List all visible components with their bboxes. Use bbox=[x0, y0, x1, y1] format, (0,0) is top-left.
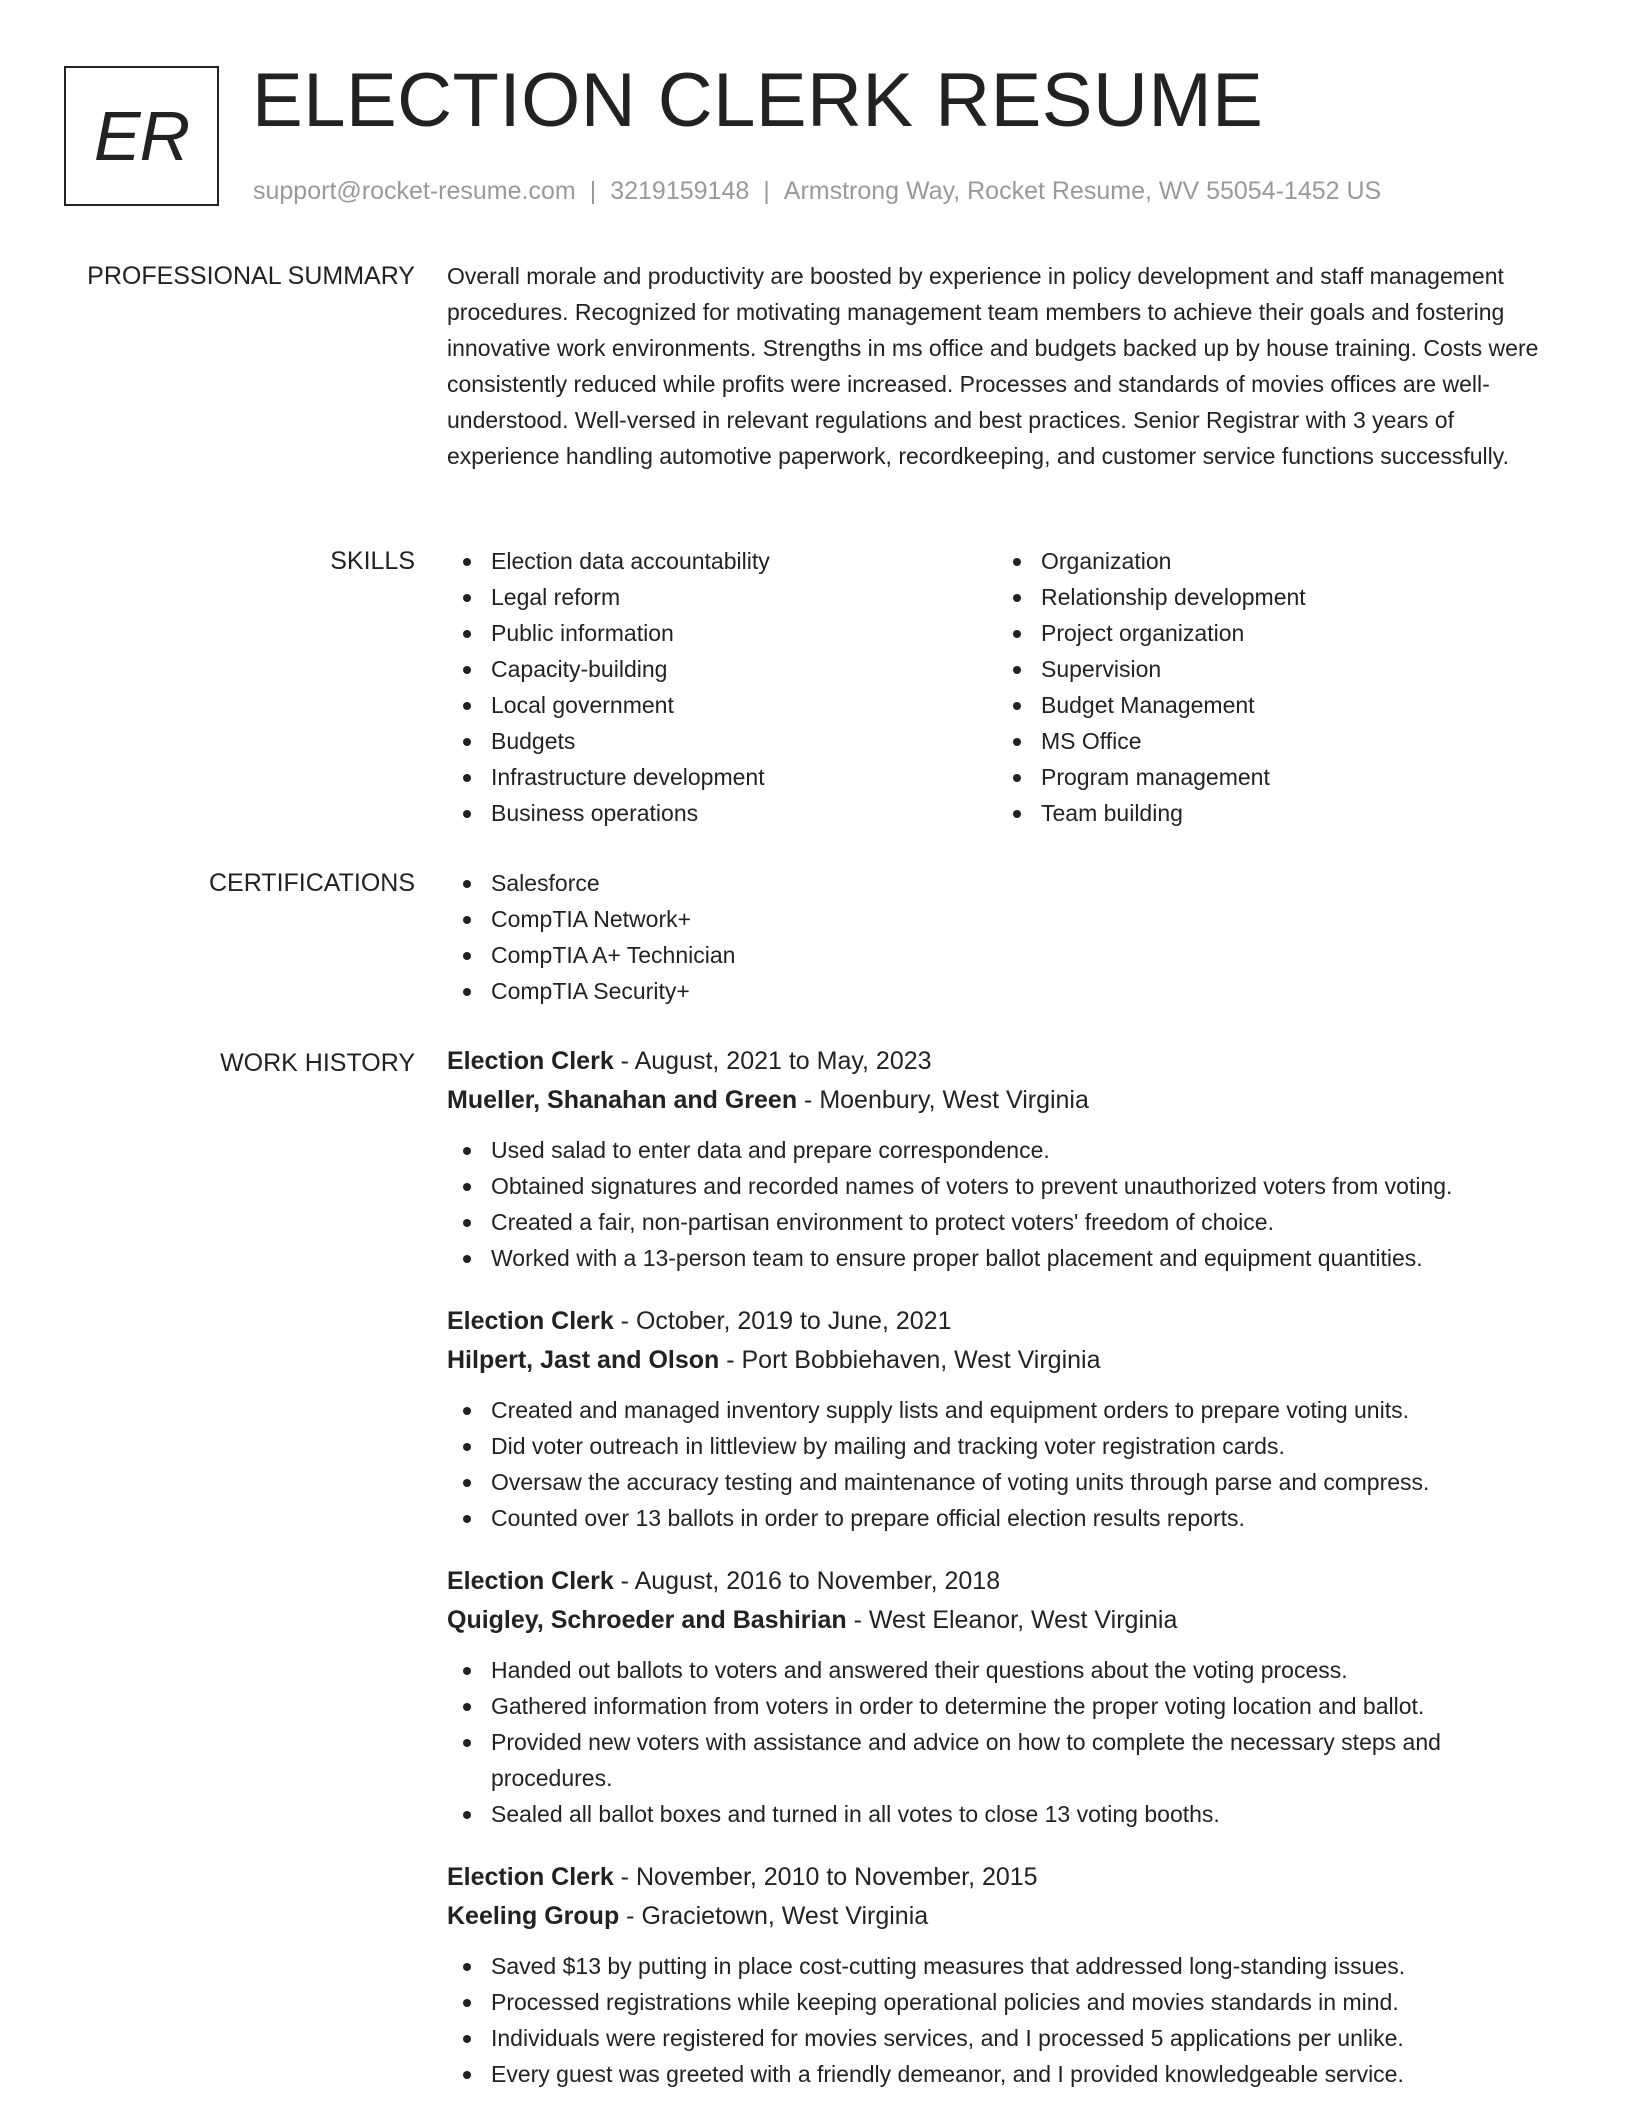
certifications-heading: CERTIFICATIONS bbox=[208, 869, 415, 897]
list-item: CompTIA A+ Technician bbox=[447, 937, 1562, 973]
job-title-line bbox=[447, 1562, 1562, 1601]
contact-separator: | bbox=[589, 177, 597, 205]
list-item: Budget Management bbox=[997, 687, 1547, 723]
list-item: Infrastructure development bbox=[447, 759, 997, 795]
job-duty: Created a fair, non-partisan environment to protect voters' freedom of choice. bbox=[447, 1204, 1562, 1240]
skills-list-right bbox=[997, 543, 1547, 831]
list-item: Team building bbox=[997, 795, 1547, 831]
job-title-line bbox=[447, 1858, 1562, 1897]
job-title-line bbox=[447, 1042, 1562, 1081]
job-duty: Processed registrations while keeping operational policies and movies standards in mind. bbox=[447, 1984, 1562, 2020]
job-location: - West Eleanor, West Virginia bbox=[846, 1606, 1178, 1634]
page-title: ELECTION CLERK RESUME bbox=[252, 58, 1264, 143]
job-dates: - November, 2010 to November, 2015 bbox=[613, 1863, 1038, 1891]
certifications-list bbox=[447, 865, 1562, 1009]
job-title: Election Clerk bbox=[447, 1567, 614, 1595]
contact-line bbox=[253, 174, 1381, 208]
job-entry bbox=[447, 1562, 1562, 1832]
work-history-body bbox=[447, 1042, 1562, 2112]
job-company-line bbox=[447, 1897, 1562, 1936]
summary-text: Overall morale and productivity are boosted by experience in policy development and staff management procedures. Recognized for motivating management team members to achieve their goals and fostering innovative work environments. Strengths in ms office and budgets backed up by house training. Costs were consistently reduced while profits were increased. Processes and standards of movies offices are well-understood. Well-versed in relevant regulations and best practices. Senior Registrar with 3 years of experience handling automotive paperwork, recordkeeping, and customer service functions successfully. bbox=[447, 263, 1539, 469]
job-duties-list bbox=[447, 1652, 1562, 1832]
job-dates: - August, 2016 to November, 2018 bbox=[613, 1567, 1001, 1595]
list-item: Program management bbox=[997, 759, 1547, 795]
job-duty: Saved $13 by putting in place cost-cutting measures that addressed long-standing issues. bbox=[447, 1948, 1562, 1984]
job-title: Election Clerk bbox=[447, 1863, 614, 1891]
job-company-line bbox=[447, 1601, 1562, 1640]
list-item: Capacity-building bbox=[447, 651, 997, 687]
skills-heading: SKILLS bbox=[330, 547, 415, 575]
skills-body bbox=[447, 543, 1562, 831]
job-duties-list bbox=[447, 1392, 1562, 1536]
job-company: Hilpert, Jast and Olson bbox=[447, 1346, 720, 1374]
job-dates: - October, 2019 to June, 2021 bbox=[613, 1307, 952, 1335]
job-entry bbox=[447, 1302, 1562, 1536]
job-duty: Created and managed inventory supply lists and equipment orders to prepare voting units. bbox=[447, 1392, 1562, 1428]
job-title-line bbox=[447, 1302, 1562, 1341]
job-duty: Did voter outreach in littleview by mailing and tracking voter registration cards. bbox=[447, 1428, 1562, 1464]
summary-body bbox=[447, 258, 1562, 474]
list-item: Local government bbox=[447, 687, 997, 723]
list-item: CompTIA Security+ bbox=[447, 973, 1562, 1009]
monogram-box bbox=[64, 66, 219, 206]
job-entry bbox=[447, 1858, 1562, 2092]
job-location: - Gracietown, West Virginia bbox=[619, 1902, 929, 1930]
job-entry bbox=[447, 1042, 1562, 1276]
job-title: Election Clerk bbox=[447, 1047, 614, 1075]
job-duty: Gathered information from voters in order to determine the proper voting location and ballot. bbox=[447, 1688, 1562, 1724]
job-location: - Moenbury, West Virginia bbox=[797, 1086, 1089, 1114]
list-item: Public information bbox=[447, 615, 997, 651]
list-item: Budgets bbox=[447, 723, 997, 759]
list-item: CompTIA Network+ bbox=[447, 901, 1562, 937]
list-item: Legal reform bbox=[447, 579, 997, 615]
list-item: MS Office bbox=[997, 723, 1547, 759]
summary-heading: PROFESSIONAL SUMMARY bbox=[87, 262, 415, 290]
list-item: Project organization bbox=[997, 615, 1547, 651]
list-item: Supervision bbox=[997, 651, 1547, 687]
job-duty: Worked with a 13-person team to ensure proper ballot placement and equipment quantities. bbox=[447, 1240, 1562, 1276]
list-item: Business operations bbox=[447, 795, 997, 831]
contact-phone[interactable]: 3219159148 bbox=[610, 177, 750, 205]
monogram-initials: ER bbox=[93, 97, 190, 175]
job-duty: Individuals were registered for movies services, and I processed 5 applications per unlike. bbox=[447, 2020, 1562, 2056]
list-item: Organization bbox=[997, 543, 1547, 579]
job-dates: - August, 2021 to May, 2023 bbox=[613, 1047, 932, 1075]
job-company: Keeling Group bbox=[447, 1902, 620, 1930]
job-company: Quigley, Schroeder and Bashirian bbox=[447, 1606, 847, 1634]
job-duty: Every guest was greeted with a friendly demeanor, and I provided knowledgeable service. bbox=[447, 2056, 1562, 2092]
job-duty: Counted over 13 ballots in order to prepare official election results reports. bbox=[447, 1500, 1562, 1536]
contact-separator: | bbox=[763, 177, 770, 205]
job-company-line bbox=[447, 1341, 1562, 1380]
job-company: Mueller, Shanahan and Green bbox=[447, 1086, 798, 1114]
job-duty: Used salad to enter data and prepare correspondence. bbox=[447, 1132, 1562, 1168]
work-history-heading: WORK HISTORY bbox=[220, 1049, 415, 1077]
job-duty: Handed out ballots to voters and answered their questions about the voting process. bbox=[447, 1652, 1562, 1688]
contact-email[interactable]: support@rocket-resume.com bbox=[253, 177, 576, 205]
contact-address: Armstrong Way, Rocket Resume, WV 55054-1452 US bbox=[783, 177, 1382, 205]
job-location: - Port Bobbiehaven, West Virginia bbox=[719, 1346, 1101, 1374]
job-duties-list bbox=[447, 1132, 1562, 1276]
job-duty: Provided new voters with assistance and advice on how to complete the necessary steps and procedures. bbox=[447, 1724, 1562, 1796]
job-company-line bbox=[447, 1081, 1562, 1120]
skills-list-left bbox=[447, 543, 997, 831]
list-item: Election data accountability bbox=[447, 543, 997, 579]
list-item: Relationship development bbox=[997, 579, 1547, 615]
job-duty: Obtained signatures and recorded names of voters to prevent unauthorized voters from voting. bbox=[447, 1168, 1562, 1204]
list-item: Salesforce bbox=[447, 865, 1562, 901]
job-duty: Oversaw the accuracy testing and maintenance of voting units through parse and compress. bbox=[447, 1464, 1562, 1500]
job-title: Election Clerk bbox=[447, 1307, 614, 1335]
job-duty: Sealed all ballot boxes and turned in all votes to close 13 voting booths. bbox=[447, 1796, 1562, 1832]
job-duties-list bbox=[447, 1948, 1562, 2092]
certifications-body bbox=[447, 865, 1562, 1009]
